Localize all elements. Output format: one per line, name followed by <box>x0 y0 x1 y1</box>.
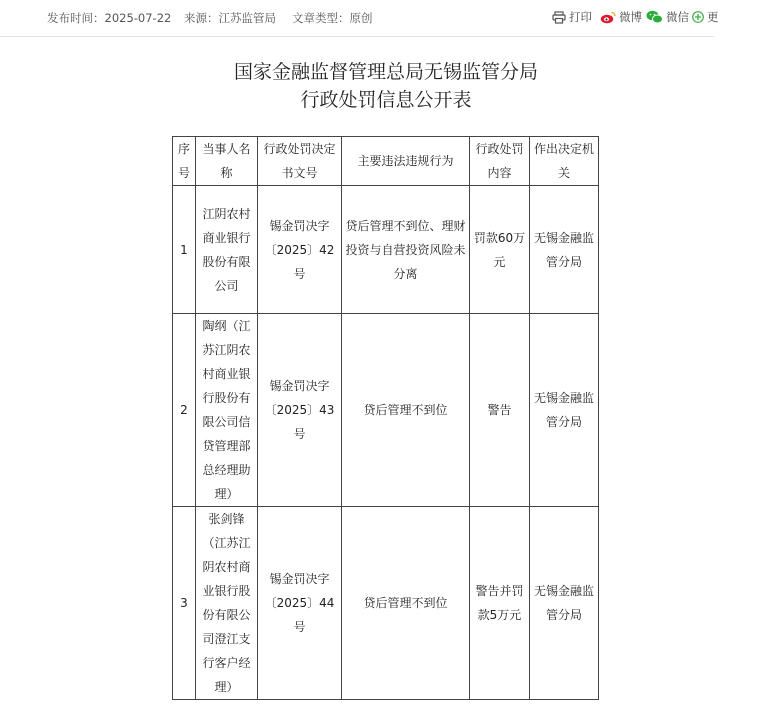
document-title <box>0 58 772 114</box>
print-label: 打印 <box>569 10 592 24</box>
header-violation: 主要违法违规行为 <box>342 137 470 186</box>
table-row <box>173 507 599 700</box>
table-header-row <box>173 137 599 186</box>
cell-party: 张剑锋（江苏江阴农村商业银行股份有限公司澄江支行客户经理） <box>196 507 258 700</box>
print-button[interactable] <box>552 9 592 25</box>
more-label: 更 <box>707 10 719 24</box>
cell-violation: 贷后管理不到位 <box>342 314 470 507</box>
header-authority: 作出决定机关 <box>530 137 599 186</box>
cell-party: 陶纲（江苏江阴农村商业银行股份有限公司信贷管理部总经理助理） <box>196 314 258 507</box>
table-row <box>173 186 599 314</box>
title-line-2: 行政处罚信息公开表 <box>300 89 472 111</box>
cell-violation: 贷后管理不到位 <box>342 507 470 700</box>
article-type: 文章类型：原创 <box>292 11 373 25</box>
cell-doc-no: 锡金罚决字〔2025〕44号 <box>258 507 342 700</box>
cell-authority: 无锡金融监管分局 <box>530 186 599 314</box>
wechat-icon <box>646 10 663 24</box>
cell-penalty: 罚款60万元 <box>470 186 530 314</box>
header-index: 序号 <box>173 137 196 186</box>
cell-index: 1 <box>173 186 196 314</box>
cell-authority: 无锡金融监管分局 <box>530 314 599 507</box>
header-doc-no: 行政处罚决定书文号 <box>258 137 342 186</box>
more-share-button[interactable] <box>692 9 719 25</box>
plus-circle-icon <box>692 11 704 23</box>
cell-party: 江阴农村商业银行股份有限公司 <box>196 186 258 314</box>
cell-penalty: 警告 <box>470 314 530 507</box>
cell-index: 2 <box>173 314 196 507</box>
wechat-share-button[interactable] <box>646 9 689 25</box>
source-label: 来源：江苏监管局 <box>184 11 276 25</box>
table-row <box>173 314 599 507</box>
cell-doc-no: 锡金罚决字〔2025〕42号 <box>258 186 342 314</box>
cell-violation: 贷后管理不到位、理财投资与自营投资风险未分离 <box>342 186 470 314</box>
cell-index: 3 <box>173 507 196 700</box>
weibo-label: 微博 <box>619 10 642 24</box>
cell-authority: 无锡金融监管分局 <box>530 507 599 700</box>
print-icon <box>552 11 566 24</box>
weibo-share-button[interactable] <box>600 9 642 25</box>
weibo-icon <box>600 11 616 24</box>
wechat-label: 微信 <box>666 10 689 24</box>
publish-time: 发布时间：2025-07-22 <box>47 11 172 25</box>
header-penalty: 行政处罚内容 <box>470 137 530 186</box>
title-line-1: 国家金融监督管理总局无锡监管分局 <box>233 61 538 83</box>
penalty-info-table <box>172 136 599 700</box>
header-party: 当事人名称 <box>196 137 258 186</box>
article-meta-bar <box>0 0 719 37</box>
cell-penalty: 警告并罚款5万元 <box>470 507 530 700</box>
cell-doc-no: 锡金罚决字〔2025〕43号 <box>258 314 342 507</box>
